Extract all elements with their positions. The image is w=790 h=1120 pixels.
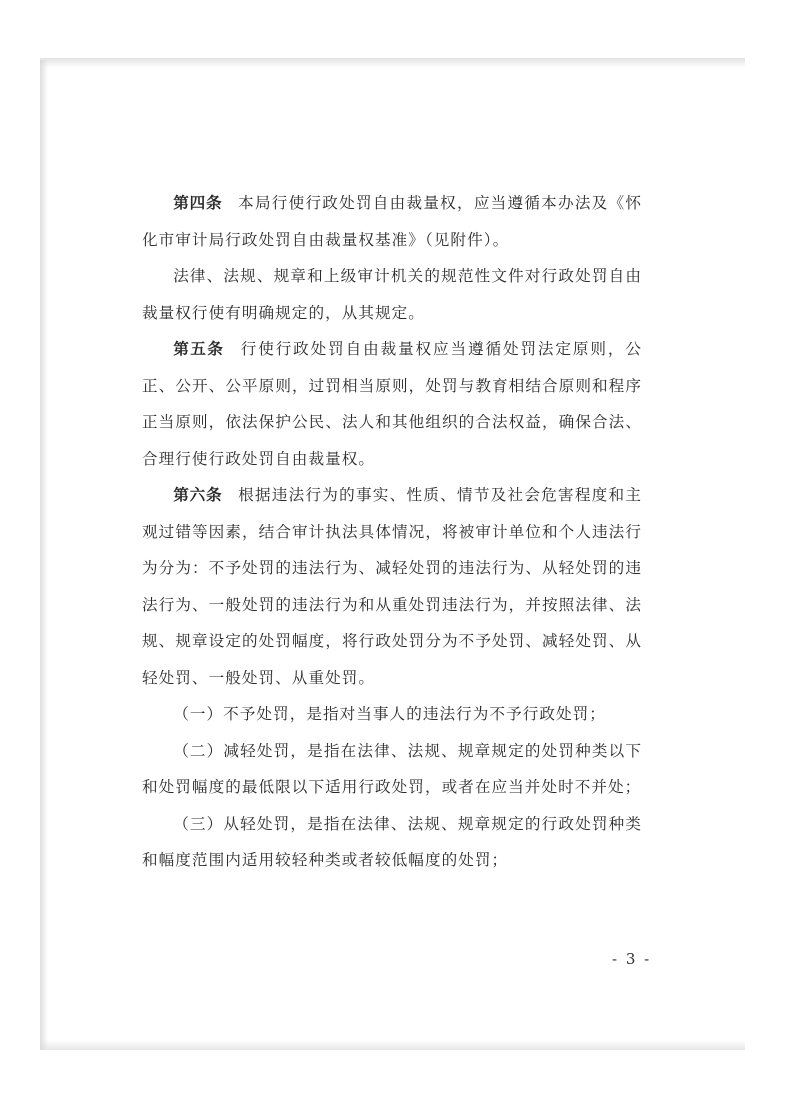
- document-body: [142, 185, 642, 879]
- paragraph-text: （一）不予处罚，是指对当事人的违法行为不予行政处罚；: [173, 705, 606, 723]
- paragraph-text: （二）减轻处罚，是指在法律、法规、规章规定的处罚种类以下和处罚幅度的最低限以下适用行政处罚，或者在应当并处时不并处；: [142, 741, 642, 796]
- paragraph-text: 根据违法行为的事实、性质、情节及社会危害程度和主观过错等因素，结合审计执法具体情况，将被审计单位和个人违法行为分为：不予处罚的违法行为、减轻处罚的违法行为、从轻处罚的违法行为、一般处罚的违法行为和从重处罚违法行为，并按照法律、法规、规章设定的处罚幅度，将行政处罚分为不予处罚、减轻处罚、从轻处罚、一般处罚、从重处罚。: [142, 486, 642, 687]
- scan-edge-left: [40, 60, 48, 1050]
- article-6-paragraph: [142, 477, 642, 696]
- article-label: 第五条: [173, 340, 225, 358]
- article-6-item-1: [142, 696, 642, 733]
- scan-edge-top: [40, 58, 745, 68]
- article-label: 第四条: [173, 194, 223, 212]
- paragraph-text: 本局行使行政处罚自由裁量权，应当遵循本办法及《怀化市审计局行政处罚自由裁量权基准》（见附件）。: [142, 194, 642, 249]
- article-4-paragraph: [142, 185, 642, 258]
- paragraph-text: 行使行政处罚自由裁量权应当遵循处罚法定原则，公正、公开、公平原则，过罚相当原则，处罚与教育相结合原则和程序正当原则，依法保护公民、法人和其他组织的合法权益，确保合法、合理行使行政处罚自由裁量权。: [142, 340, 642, 468]
- article-5-paragraph: [142, 331, 642, 477]
- scan-edge-bottom: [40, 1040, 745, 1050]
- article-label: 第六条: [173, 486, 223, 504]
- article-4-clause-2: [142, 258, 642, 331]
- article-6-item-3: [142, 806, 642, 879]
- page-number: - 3 -: [612, 950, 652, 968]
- paragraph-text: （三）从轻处罚，是指在法律、法规、规章规定的行政处罚种类和幅度范围内适用较轻种类或者较低幅度的处罚；: [142, 814, 642, 869]
- paragraph-text: 法律、法规、规章和上级审计机关的规范性文件对行政处罚自由裁量权行使有明确规定的，从其规定。: [142, 267, 642, 322]
- article-6-item-2: [142, 733, 642, 806]
